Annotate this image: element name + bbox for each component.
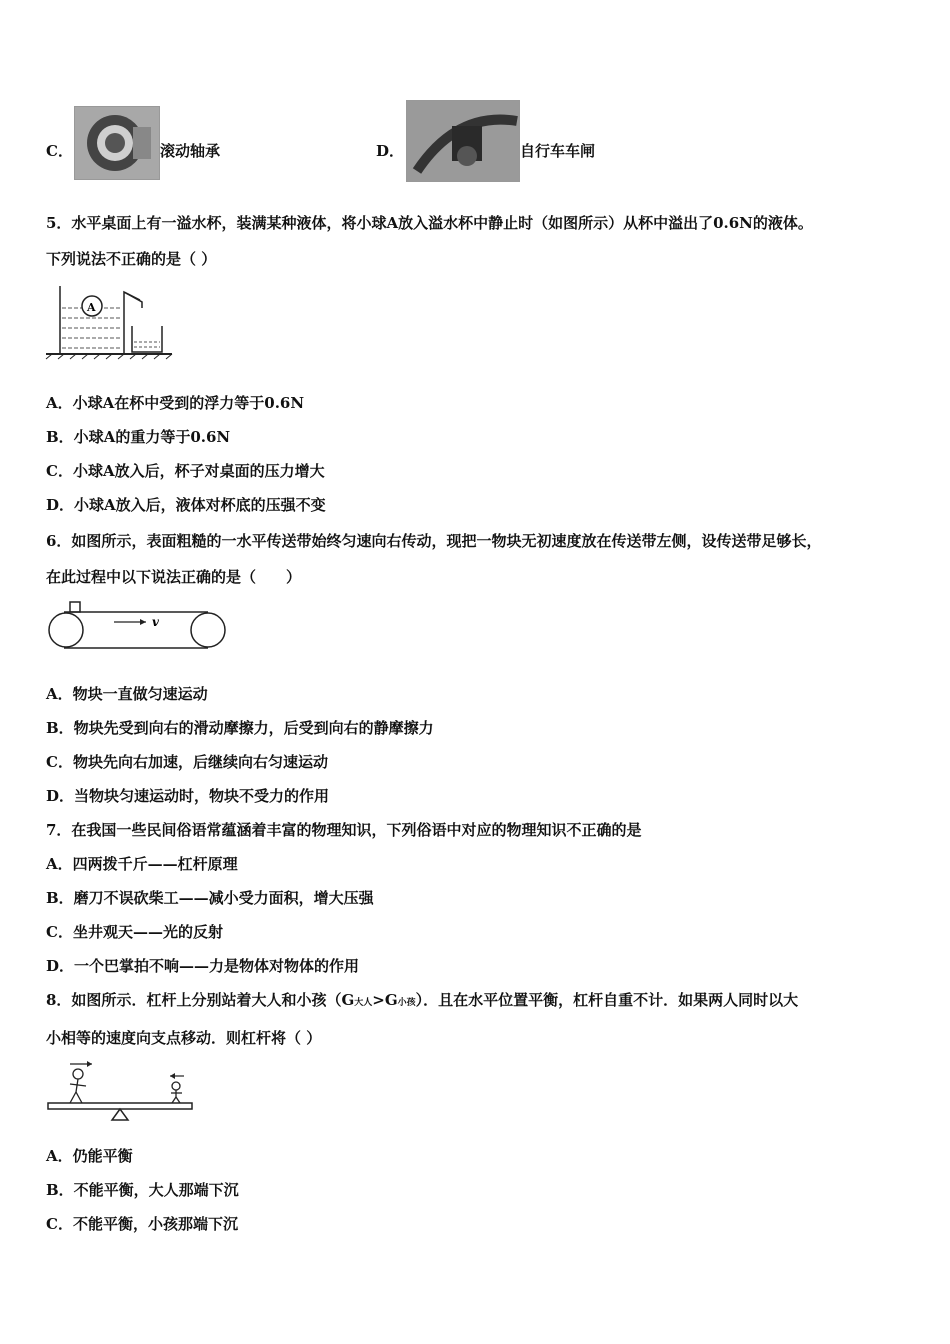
q5-option-d: D．小球A放入后，液体对杯底的压强不变 [46,496,326,514]
subscript-adult: 大人 [354,998,373,1008]
ball-a-label: A [87,301,96,314]
q6-option-c: C．物块先向右加速，后继续向右匀速运动 [46,753,328,771]
lever-diagram [46,1058,196,1123]
q5-stem-line2: 下列说法不正确的是（ ） [46,250,217,268]
q6-stem-line2: 在此过程中以下说法正确的是（ ） [46,568,302,586]
q5-option-a: A．小球A在杯中受到的浮力等于0.6N [46,394,305,412]
q5-option-b: B．小球A的重力等于0.6N [46,428,231,446]
q8-option-c: C．不能平衡，小孩那端下沉 [46,1215,238,1233]
q7-stem: 7．在我国一些民间俗语常蕴涵着丰富的物理知识，下列俗语中对应的物理知识不正确的是 [46,821,642,839]
q5-option-c: C．小球A放入后，杯子对桌面的压力增大 [46,462,325,480]
q6-stem-line1: 6．如图所示，表面粗糙的一水平传送带始终匀速向右传动，现把一物块无初速度放在传送带左侧，设传送带足够长， [46,532,822,550]
q8-stem-part1: 8．如图所示．杠杆上分别站着大人和小孩（G [46,991,355,1009]
q4-option-d-text: 自行车车闸 [520,142,596,160]
q4-option-c-letter: C． [46,142,73,160]
overflow-cup-diagram [44,284,174,359]
q8-option-b: B．不能平衡，大人那端下沉 [46,1181,239,1199]
q8-stem-part2: >G [372,991,398,1009]
bicycle-brake-photo [406,100,520,182]
q8-stem-line2: 小相等的速度向支点移动．则杠杆将（ ） [46,1029,322,1047]
subscript-child: 小孩 [397,998,416,1008]
q7-option-d: D．一个巴掌拍不响——力是物体对物体的作用 [46,957,360,975]
q8-stem-line1 [46,989,798,1010]
q5-stem-line1: 5．水平桌面上有一溢水杯，装满某种液体，将小球A放入溢水杯中静止时（如图所示）从杯中溢出了0.6N的液体。 [46,214,813,232]
q4-option-c-text: 滚动轴承 [160,142,221,160]
q4-option-d-letter: D． [376,142,405,160]
velocity-label: v [152,615,159,629]
q6-option-a: A．物块一直做匀速运动 [46,685,208,703]
rolling-bearing-photo [74,106,160,180]
q6-option-b: B．物块先受到向右的滑动摩擦力，后受到向右的静摩擦力 [46,719,434,737]
q8-stem-part3: ）．且在水平位置平衡，杠杆自重不计．如果两人同时以大 [415,991,799,1009]
conveyor-belt-diagram [46,600,231,652]
q7-option-c: C．坐井观天——光的反射 [46,923,223,941]
q7-option-a: A．四两拨千斤——杠杆原理 [46,855,238,873]
q7-option-b: B．磨刀不误砍柴工——减小受力面积，增大压强 [46,889,374,907]
q8-option-a: A．仍能平衡 [46,1147,133,1165]
q6-option-d: D．当物块匀速运动时，物块不受力的作用 [46,787,330,805]
